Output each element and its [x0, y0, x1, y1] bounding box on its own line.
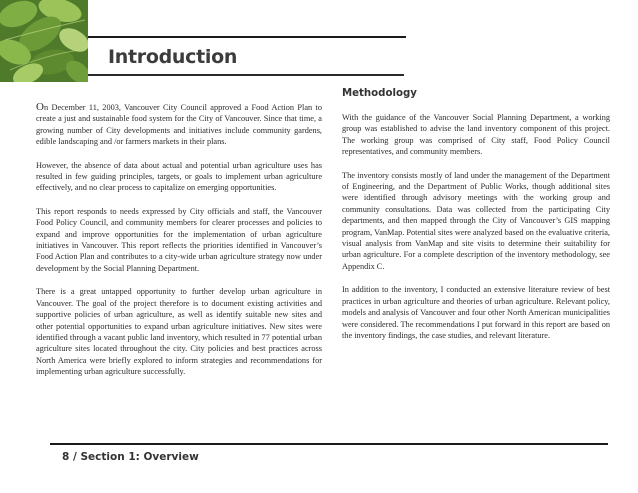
page-footer: 8 / Section 1: Overview [62, 451, 199, 463]
left-column [36, 102, 322, 388]
leaves-image [0, 0, 88, 82]
right-column [342, 88, 610, 351]
footer-rule [50, 443, 608, 445]
paragraph-text: n December 11, 2003, Vancouver City Council approved a Food Action Plan to create a just and sustainable food system for the City of Vancouver. Since that time, a growing number of City developments and initiatives include community gardens, edible landscaping and /or farmers markets in their plans. [36, 103, 322, 147]
methodology-paragraph-2: The inventory consists mostly of land under the management of the Department of Engineering, and the Department of Public Works, though additional sites were identified through advisory meetings with the working group and community consultations. Data was collected from the participating City departments, and then mapped through the City of Vancouver’s GIS mapping program, VanMap. Potential sites were analyzed based on the evaluative criteria, visual analysis from VanMap and site visits to determine their suitability for urban agriculture. For a complete description of the inventory methodology, see Appendix C. [342, 170, 610, 271]
page-title: Introduction [108, 46, 238, 68]
drop-cap: O [36, 101, 44, 113]
methodology-heading: Methodology [342, 88, 417, 99]
intro-paragraph-4: There is a great untapped opportunity to further develop urban agriculture in Vancouver. The goal of the project therefore is to document existing activities and supportive policies of urban agriculture, as well as identify suitable new sites and other potential opportunities to expand urban agriculture initiatives. New sites were identified through a vacant public land inventory, which resulted in 77 potential urban agriculture sites located throughout the city. City policies and best practices across North America were briefly explored to inform strategies and recommendations for implementing urban agriculture successfully. [36, 287, 322, 377]
leaf-photo [0, 0, 88, 82]
header-top-rule [88, 36, 406, 38]
methodology-paragraph-1: With the guidance of the Vancouver Social Planning Department, a working group was established to advise the land inventory component of this project. The working group was comprised of City staff, Food Policy Council representatives, and community members. [342, 113, 610, 157]
methodology-paragraph-3: In addition to the inventory, I conducted an extensive literature review of best practices in urban agriculture and theories of urban agriculture. Relevant policy, models and analysis of Vancouver and four other North American municipalities were considered. The recommendations I put forward in this report are based on the inventory findings, the case studies, and relevant literature. [342, 285, 610, 340]
intro-paragraph-1 [36, 102, 322, 148]
intro-paragraph-3: This report responds to needs expressed by City officials and staff, the Vancouver Food Policy Council, and community members for clearer processes and policies to expand and improve opportunities for the implementation of urban agriculture initiatives in Vancouver. This report reflects the priorities identified in Vancouver’s Food Action Plan and contributes to a city-wide urban agriculture strategy now under development by the Social Planning Department. [36, 206, 322, 273]
intro-paragraph-2: However, the absence of data about actual and potential urban agriculture uses has resulted in few guiding principles, targets, or goals to implement urban agriculture effectively, and no clear process to capitalize on emerging opportunities. [36, 160, 322, 193]
header-title-rule [88, 74, 404, 76]
